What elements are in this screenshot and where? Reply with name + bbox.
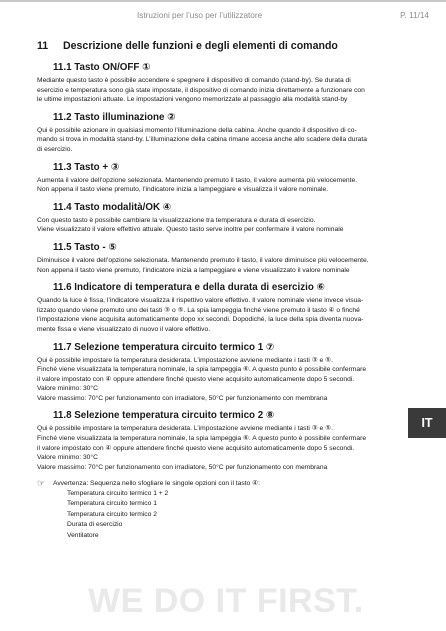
chapter-number: 11 bbox=[37, 40, 49, 52]
sections-list bbox=[37, 62, 395, 472]
note-item: Ventilatore bbox=[67, 531, 99, 539]
section bbox=[37, 202, 395, 235]
body-line: il valore impostato con ④ oppure attendere finché questo viene acquisito automaticamente dopo 5 secondi. bbox=[37, 444, 355, 452]
body-line: Viene visualizzato il valore effettivo attuale. Questo tasto serve inoltre per confermare il valore nominale bbox=[37, 226, 344, 234]
body-line: mando si trova in modalità stand-by. L’illuminazione della cabina rimane accesa anche allo scadere della durata bbox=[37, 136, 367, 144]
body-line: lizzato quando viene premuto uno dei tasti ③ o ⑤. La spia lampeggia finché viene premuto il tasto ④ o finché bbox=[37, 306, 360, 314]
body-line: Diminuisce il valore dell’opzione selezionata. Mantenendo premuto il tasto, il valore diminuisce più velocemente. bbox=[37, 256, 369, 264]
page-number: P. 11/14 bbox=[400, 11, 429, 20]
section bbox=[37, 410, 395, 472]
section-title: 11.3 Tasto + ③ bbox=[53, 161, 120, 173]
section-title: 11.4 Tasto modalità/OK ④ bbox=[53, 201, 172, 213]
slogan-watermark: WE DO IT FIRST. bbox=[88, 582, 364, 620]
note-block bbox=[37, 479, 395, 541]
section-body bbox=[37, 176, 395, 195]
chapter-title: Descrizione delle funzioni e degli elementi di comando bbox=[63, 40, 338, 52]
body-line: le ultime impostazioni attuate. Le impostazioni vengono memorizzate al passaggio alla modalità stand-by bbox=[37, 96, 348, 104]
body-line: Valore massimo: 70°C per funzionamento con irradiatore, 50°C per funzionamento con membrana bbox=[37, 394, 328, 402]
section bbox=[37, 242, 395, 275]
body-line: l’impostazione viene acquisita automaticamente dopo xx secondi. Dopodiché, la luce della spia diventa nuova- bbox=[37, 316, 364, 324]
body-line: mente fissa e viene visualizzato di nuovo il valore effettivo. bbox=[37, 325, 211, 333]
header-rule bbox=[0, 0, 446, 2]
section bbox=[37, 162, 395, 195]
note-item: Durata di esercizio bbox=[67, 521, 123, 529]
body-line: Quando la luce è fissa, l’indicatore visualizza il rispettivo valore effettivo. Il valore nominale viene invece visua- bbox=[37, 297, 364, 305]
body-line: Qui è possibile azionare in qualsiasi momento l’illuminazione della cabina. Anche quando il dispositivo di co- bbox=[37, 126, 357, 134]
section-body bbox=[37, 126, 395, 155]
section-title: 11.5 Tasto - ⑤ bbox=[53, 241, 117, 253]
section bbox=[37, 62, 395, 105]
body-line: Con questo tasto è possibile cambiare la visualizzazione tra temperatura e durata di esercizio. bbox=[37, 216, 316, 224]
section bbox=[37, 282, 395, 334]
body-line: Valore minimo: 30°C bbox=[37, 454, 98, 462]
section-title: 11.8 Selezione temperatura circuito termico 2 ⑧ bbox=[53, 410, 275, 422]
body-line: esercizio e temperatura sono già state impostate, il dispositivo di comando inizia direttamente a funzionare con bbox=[37, 86, 365, 94]
chapter-heading bbox=[37, 40, 395, 52]
note-items bbox=[67, 489, 395, 541]
section-body bbox=[37, 424, 395, 472]
section-body bbox=[37, 216, 395, 235]
body-line: Non appena il tasto viene premuto, l’indicatore inizia a lampeggiare e viene visualizzato il valore nominale bbox=[37, 266, 350, 274]
section-title: 11.7 Selezione temperatura circuito termico 1 ⑦ bbox=[53, 341, 275, 353]
section-title: 11.2 Tasto illuminazione ② bbox=[53, 111, 176, 123]
body-line: Valore minimo: 30°C bbox=[37, 385, 98, 393]
body-line: Valore massimo: 70°C per funzionamento con irradiatore, 50°C per funzionamento con membrana bbox=[37, 463, 328, 471]
section-title: 11.1 Tasto ON/OFF ① bbox=[53, 62, 151, 73]
body-line: Non appena il tasto viene premuto, l’indicatore inizia a lampeggiare e visualizza il valore nominale. bbox=[37, 186, 329, 194]
body-line: Mediante questo tasto è possibile accendere e spegnere il dispositivo di comando (stand-by). Se durata di bbox=[37, 77, 351, 84]
body-line: Finché viene visualizzata la temperatura nominale, la spia lampeggia ⑥. A questo punto è possibile confermare bbox=[37, 366, 367, 374]
body-line: Qui è possibile impostare la temperatura desiderata. L’impostazione avviene mediante i tasti ③ e ⑤. bbox=[37, 425, 333, 433]
note-item: Temperatura circuito termico 1 bbox=[67, 500, 157, 508]
section-body bbox=[37, 256, 395, 275]
note-item: Temperatura circuito termico 2 bbox=[67, 510, 157, 518]
note-item: Temperatura circuito termico 1 + 2 bbox=[67, 490, 169, 498]
section-body bbox=[37, 296, 395, 334]
body-line: di esercizio. bbox=[37, 145, 73, 153]
language-tab: IT bbox=[408, 408, 446, 438]
section-body bbox=[37, 76, 395, 105]
page-header bbox=[0, 0, 446, 27]
body-line: Aumenta il valore dell’opzione selezionata. Mantenendo premuto il tasto, il valore aumenta più velocemente. bbox=[37, 176, 358, 184]
page-content bbox=[37, 40, 395, 541]
note-text: Avvertenza: Sequenza nello sfogliare le singole opzioni con il tasto ④: bbox=[53, 480, 260, 488]
section bbox=[37, 342, 395, 404]
section-title: 11.6 Indicatore di temperatura e della durata di esercizio ⑥ bbox=[53, 282, 325, 294]
section bbox=[37, 112, 395, 155]
body-line: il valore impostato con ④ oppure attendere finché questo viene acquisito automaticamente dopo 5 secondi. bbox=[37, 375, 355, 383]
header-title: Istruzioni per l’uso per l’utilizzatore bbox=[137, 11, 263, 20]
pointing-hand-icon: ☞ bbox=[37, 478, 46, 489]
section-body bbox=[37, 356, 395, 404]
body-line: Qui è possibile impostare la temperatura desiderata. L’impostazione avviene mediante i tasti ③ e ⑤. bbox=[37, 356, 333, 364]
body-line: Finché viene visualizzata la temperatura nominale, la spia lampeggia ⑥. A questo punto è possibile confermare bbox=[37, 435, 367, 443]
